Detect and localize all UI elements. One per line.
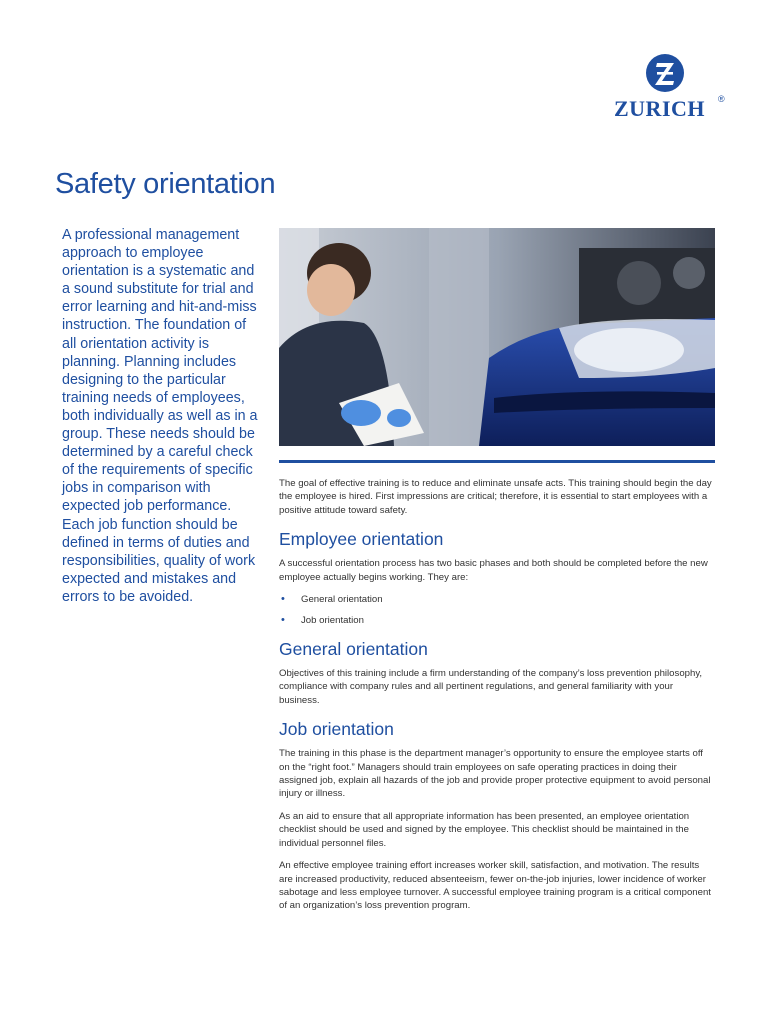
mechanic-with-clipboard-and-blue-car-photo bbox=[279, 228, 715, 446]
page-title: Safety orientation bbox=[55, 168, 276, 200]
main-content bbox=[279, 477, 715, 922]
zurich-z-logo-icon bbox=[646, 54, 684, 92]
bullet-icon: • bbox=[281, 593, 285, 606]
list-item-label: General orientation bbox=[301, 594, 383, 606]
employee-orientation-heading: Employee orientation bbox=[279, 529, 444, 550]
job-orientation-paragraph-1: The training in this phase is the department manager’s opportunity to ensure the employee starts off on the “right foot.” Managers should train employees on safe operating practices in doing their assigned job, explain all hazards of the job and provide proper protective equipment to avoid personal injury or illness. bbox=[279, 748, 711, 800]
intro-paragraph: A professional management approach to employee orientation is a systematic and a sound substitute for trial and error learning and hit-and-miss instruction. The foundation of all orientation activity is planning. Planning includes designing to the particular training needs of employees, both individually as well as in a group. These needs should be determined by a careful check of the requirements of specific jobs in comparison with expected job performance. Each job function should be defined in terms of duties and responsibilities, quality of work expected and mistakes and errors to be avoided. bbox=[62, 227, 258, 605]
bullet-icon: • bbox=[281, 614, 285, 627]
zurich-wordmark: ZURICH bbox=[614, 96, 706, 121]
list-item bbox=[279, 614, 715, 627]
orientation-phases-list bbox=[279, 593, 715, 627]
job-orientation-heading: Job orientation bbox=[279, 719, 394, 740]
section-divider bbox=[279, 460, 715, 463]
list-item bbox=[279, 593, 715, 606]
registered-mark: ® bbox=[718, 94, 725, 104]
list-item-label: Job orientation bbox=[301, 615, 364, 627]
zurich-logo bbox=[614, 54, 724, 124]
job-orientation-paragraph-3: An effective employee training effort increases worker skill, satisfaction, and motivation. The results are increased productivity, reduced absenteeism, fewer on-the-job injuries, lower incidence of worker sabotage and less employee turnover. A successful employee training program is a critical component of an organization’s loss prevention program. bbox=[279, 860, 711, 912]
job-orientation-paragraph-2: As an aid to ensure that all appropriate information has been presented, an employee orientation checklist should be used and signed by the employee. This checklist should be maintained in the individual personnel files. bbox=[279, 810, 690, 849]
employee-orientation-text: A successful orientation process has two basic phases and both should be completed before the new employee actually begins working. They are: bbox=[279, 558, 708, 583]
general-orientation-heading: General orientation bbox=[279, 639, 428, 660]
lead-paragraph: The goal of effective training is to reduce and eliminate unsafe acts. This training should begin the day the employee is hired. First impressions are critical; therefore, it is essential to start employees with a positive attitude toward safety. bbox=[279, 478, 712, 516]
general-orientation-text: Objectives of this training include a firm understanding of the company’s loss prevention philosophy, compliance with company rules and all pertinent regulations, and general familiarity with your business. bbox=[279, 668, 703, 706]
